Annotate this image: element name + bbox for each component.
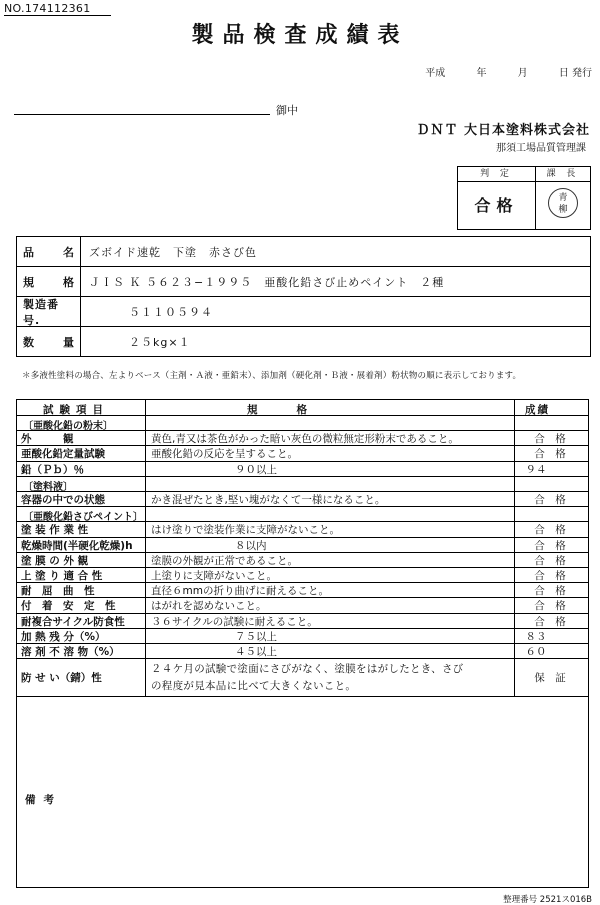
document-number: NO.174112361 xyxy=(4,2,111,16)
test-result: 合 格 xyxy=(534,570,566,582)
lot-number-value: ５１１０５９４ xyxy=(129,305,213,319)
test-spec: 塗膜の外観が正常であること。 xyxy=(151,554,298,567)
test-result: ９４ xyxy=(525,463,547,476)
row-divider xyxy=(17,658,588,659)
multi-component-note: ＊多液性塗料の場合、左よりベース（主剤・Ａ液・亜鉛末）、添加剤（硬化剤・Ｂ液・展着剤）粉状物の順に表示しております。 xyxy=(22,371,522,381)
section-label: 〔塗料液〕 xyxy=(23,481,73,493)
test-item: 上 塗 り 適 合 性 xyxy=(21,570,103,582)
row-divider xyxy=(17,506,588,507)
test-item: 防 せ い（錆）性 xyxy=(21,672,102,685)
test-spec: はけ塗りで塗装作業に支障がないこと。 xyxy=(151,524,340,537)
header-test-item: 試験項目 xyxy=(43,404,109,416)
test-spec: ３６サイクルの試験に耐えること。 xyxy=(151,615,318,628)
header-spec: 規 格 xyxy=(247,404,313,416)
test-result: 合 格 xyxy=(534,554,566,567)
test-item: 容器の中での状態 xyxy=(21,494,105,506)
test-item: 乾燥時間(半硬化乾燥)h xyxy=(21,539,133,552)
issue-date xyxy=(397,64,592,79)
quantity-row xyxy=(17,327,590,356)
judgement-header: 判 定 xyxy=(458,167,536,182)
test-spec: 亜酸化鉛の反応を呈すること。 xyxy=(151,448,298,461)
quantity-value: ２５kg×１ xyxy=(129,335,191,349)
test-spec: 上塗りに支障がないこと。 xyxy=(151,570,277,582)
test-result: 合 格 xyxy=(534,524,566,537)
approval-box xyxy=(457,166,591,230)
lot-number-label: 製造番号. xyxy=(17,297,81,326)
addressee-label: 御中 xyxy=(276,104,298,117)
page-title: 製品検査成績表 xyxy=(191,23,409,48)
column-divider-item xyxy=(145,400,146,696)
test-result: 合 格 xyxy=(534,585,566,598)
test-spec: ２４ケ月の試験で塗面にさびがなく、塗膜をはがしたとき、さび xyxy=(151,663,464,676)
test-result: 保 証 xyxy=(534,672,566,685)
test-result: 合 格 xyxy=(534,615,566,628)
product-spec-value: ＪＩＳ Ｋ ５６２３−１９９５ 亜酸化鉛さび止めペイント ２種 xyxy=(89,275,445,289)
row-divider xyxy=(17,552,588,553)
test-item: 耐複合サイクル防食性 xyxy=(21,615,125,628)
test-result: 合 格 xyxy=(534,539,566,552)
manager-header: 課 長 xyxy=(536,167,590,182)
date-era: 平成 xyxy=(425,68,446,79)
product-name-label: 品 名 xyxy=(17,237,81,266)
product-info-table xyxy=(16,236,591,357)
test-result: 合 格 xyxy=(534,433,566,446)
addressee-blank-line xyxy=(14,114,270,115)
manager-seal-cell xyxy=(536,182,590,229)
row-divider xyxy=(17,567,588,568)
judgement-value: 合格 xyxy=(458,182,536,229)
product-name-row xyxy=(17,237,590,267)
test-item: 亜酸化鉛定量試験 xyxy=(21,448,105,461)
test-spec: ９０以上 xyxy=(235,463,277,476)
product-spec-row xyxy=(17,267,590,297)
test-item: 鉛（Ｐｂ）％ xyxy=(21,463,84,476)
test-item: 塗 膜 の 外 観 xyxy=(21,554,89,567)
test-spec: ７５以上 xyxy=(235,630,277,643)
reference-number: 整理番号 2521ス016B xyxy=(503,895,592,905)
quantity-label: 数 量 xyxy=(17,327,81,356)
test-spec: はがれを認めないこと。 xyxy=(151,600,267,613)
test-spec: ４５以上 xyxy=(235,646,277,658)
manager-seal-stamp: 青 柳 xyxy=(548,188,578,218)
test-item: 付 着 安 定 性 xyxy=(21,600,116,613)
test-item: 加 熱 残 分（%） xyxy=(21,630,106,643)
date-day: 日 発行 xyxy=(558,68,592,79)
section-label: 〔亜酸化鉛の粉末〕 xyxy=(23,421,113,432)
product-spec-label: 規 格 xyxy=(17,267,81,296)
test-result: 合 格 xyxy=(534,600,566,613)
row-divider xyxy=(17,696,588,697)
test-result: ８３ xyxy=(525,630,547,643)
test-spec: 黄色,青又は茶色がかった暗い灰色の微粒無定形粉末であること。 xyxy=(151,433,459,446)
test-result: 合 格 xyxy=(534,494,566,506)
header-result: 成績 xyxy=(525,404,550,416)
test-spec: かき混ぜたとき,堅い塊がなくて一様になること。 xyxy=(151,494,386,506)
department-name: 那須工場品質管理課 xyxy=(496,143,586,154)
test-item: 外 観 xyxy=(21,433,74,446)
test-results-table xyxy=(16,399,589,888)
date-year: 年 xyxy=(476,68,487,79)
test-item: 塗 装 作 業 性 xyxy=(21,524,89,537)
lot-number-row xyxy=(17,297,590,327)
company-name: ＤＮＴ 大日本塗料株式会社 xyxy=(416,123,590,138)
test-item: 耐 屈 曲 性 xyxy=(21,585,95,598)
section-label: 〔亜酸化鉛さびペイント〕 xyxy=(23,512,143,524)
column-divider-result xyxy=(514,400,515,696)
test-spec: ８以内 xyxy=(235,539,267,552)
test-spec: 直径６mmの折り曲げに耐えること。 xyxy=(151,585,329,598)
test-spec-line2: の程度が見本品に比べて大きくないこと。 xyxy=(151,680,357,693)
date-month: 月 xyxy=(517,68,528,79)
row-divider xyxy=(17,476,588,477)
remarks-label: 備考 xyxy=(25,794,62,807)
test-result: 合 格 xyxy=(534,448,566,461)
header-divider xyxy=(17,415,588,416)
test-result: ６０ xyxy=(525,646,547,658)
test-item: 溶 剤 不 溶 物（%） xyxy=(21,646,120,658)
product-name-value: ズボイド速乾 下塗 赤さび色 xyxy=(89,245,257,259)
